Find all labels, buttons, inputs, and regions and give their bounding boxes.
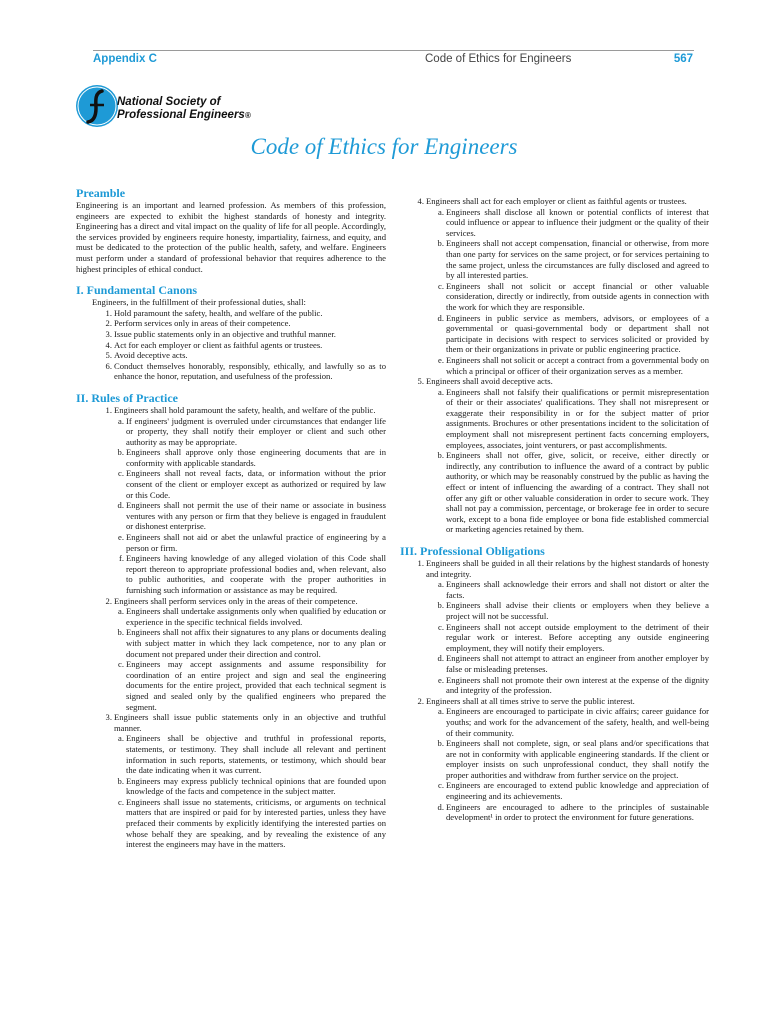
rule-text: Engineers shall issue public statements only in an objective and truthful manner. bbox=[114, 712, 386, 733]
rule-subitem bbox=[400, 450, 709, 535]
obligation-subitem bbox=[400, 579, 709, 600]
subitem-letter: b. bbox=[437, 238, 444, 249]
rule-subitem bbox=[400, 207, 709, 239]
subitem-letter: e. bbox=[438, 354, 444, 365]
subitem-text: Engineers in public service as members, advisors, or employees of a governmental or quasi-governmental body or department shall not participate in decisions with respect to services solicited or provided by them or their organizations in private or public engineering practice. bbox=[446, 312, 709, 355]
subitem-text: Engineers shall not aid or abet the unlawful practice of engineering by a person or firm. bbox=[126, 532, 386, 553]
nspe-logo-icon bbox=[74, 83, 120, 129]
rule-subitem bbox=[76, 553, 386, 595]
subitem-letter: a. bbox=[438, 579, 444, 590]
subitem-letter: d. bbox=[117, 500, 124, 511]
canon-item bbox=[76, 308, 386, 319]
rule-subitem bbox=[400, 387, 709, 451]
obligation-subitem bbox=[400, 780, 709, 801]
obligation-subitem bbox=[400, 706, 709, 738]
left-column bbox=[76, 186, 386, 850]
subitem-letter: a. bbox=[118, 733, 124, 744]
rule-subitem bbox=[76, 500, 386, 532]
canon-text: Perform services only in areas of their competence. bbox=[114, 318, 291, 329]
subitem-letter: b. bbox=[117, 775, 124, 786]
subitem-text: Engineers shall disclose all known or potential conflicts of interest that could influence or appear to influence their judgment or the quality of their services. bbox=[446, 206, 709, 238]
obligations-heading: III. Professional Obligations bbox=[400, 544, 545, 558]
canon-number: 6. bbox=[105, 360, 112, 371]
rule-item bbox=[76, 405, 386, 416]
rule-text: Engineers shall avoid deceptive acts. bbox=[426, 376, 553, 387]
canon-text: Act for each employer or client as faithful agents or trustees. bbox=[114, 339, 323, 350]
canon-item bbox=[76, 318, 386, 329]
rule-item bbox=[76, 712, 386, 733]
rule-item bbox=[400, 196, 709, 207]
subitem-text: Engineers shall advise their clients or employers when they believe a project will not be successful. bbox=[446, 600, 709, 621]
rule-subitem bbox=[400, 355, 709, 376]
rule-subitem bbox=[400, 281, 709, 313]
rule-item bbox=[76, 596, 386, 607]
canon-number: 1. bbox=[105, 307, 112, 318]
registered-mark: ® bbox=[244, 111, 251, 120]
canon-number: 5. bbox=[105, 350, 112, 361]
obligation-subitem bbox=[400, 802, 709, 823]
subitem-text: Engineers shall not attempt to attract an engineer from another employer by false or misleading pretenses. bbox=[446, 653, 709, 674]
subitem-text: Engineers shall not solicit or accept financial or other valuable consideration, directly or indirectly, from outside agents in connection with the work for which they are responsible. bbox=[446, 280, 709, 312]
subitem-letter: d. bbox=[437, 801, 444, 812]
rule-subitem bbox=[76, 468, 386, 500]
rule-subitem bbox=[400, 238, 709, 280]
rule-subitem bbox=[76, 776, 386, 797]
obligation-subitem bbox=[400, 675, 709, 696]
subitem-text: Engineers shall undertake assignments only when qualified by education or experience in the specific technical fields involved. bbox=[126, 606, 386, 627]
rule-subitem bbox=[76, 532, 386, 553]
subitem-text: If engineers' judgment is overruled under circumstances that endanger life or property, they shall notify their employer or client and such other authority as may be appropriate. bbox=[126, 415, 386, 447]
rule-number: 5. bbox=[417, 376, 424, 387]
subitem-letter: f. bbox=[118, 553, 124, 564]
logo-line-2 bbox=[117, 109, 251, 122]
subitem-letter: a. bbox=[438, 386, 444, 397]
subitem-letter: d. bbox=[437, 653, 444, 664]
subitem-text: Engineers are encouraged to extend public knowledge and appreciation of engineering and its achievements. bbox=[446, 780, 709, 802]
obligation-number: 1. bbox=[417, 558, 424, 568]
rule-subitem bbox=[76, 606, 386, 627]
rule-subitem bbox=[76, 416, 386, 448]
subitem-text: Engineers shall approve only those engineering documents that are in conformity with applicable standards. bbox=[126, 447, 386, 468]
canon-item bbox=[76, 340, 386, 351]
rule-text: Engineers shall perform services only in the areas of their competence. bbox=[114, 595, 358, 606]
rule-subitem bbox=[76, 659, 386, 712]
subitem-text: Engineers shall not reveal facts, data, or information without the prior consent of the client or employer except as authorized or required by law or this Code. bbox=[126, 468, 386, 500]
subitem-letter: c. bbox=[118, 468, 124, 479]
rule-number: 2. bbox=[105, 595, 112, 606]
obligation-text: Engineers shall at all times strive to serve the public interest. bbox=[426, 695, 635, 706]
subitem-text: Engineers shall not offer, give, solicit, or receive, either directly or indirectly, any contribution to influence the award of a contract by public authority, or which may be reasonably construed by the public as having the effect or intent of influencing the awarding of a contract. They shall not offer any gift or other valuable consideration in order to secure work. They shall not pay a commission, percentage, or brokerage fee in order to secure work, except to a bona fide employee or bona fide established commercial or marketing agencies retained by them. bbox=[446, 450, 709, 535]
subitem-letter: c. bbox=[118, 796, 124, 807]
logo-line-1: National Society of bbox=[117, 96, 221, 108]
logo-line-2-text: Professional Engineers bbox=[117, 109, 245, 121]
nspe-logo-text bbox=[117, 96, 251, 122]
canons-intro: Engineers, in the fulfillment of their professional duties, shall: bbox=[92, 297, 306, 308]
subitem-text: Engineers shall issue no statements, criticisms, or arguments on technical matters that are inspired or paid for by interested parties, unless they have prefaced their comments by explicitly identifying the interested parties on whose behalf they are speaking, and by revealing the existence of any interest the engineers may have in the matters. bbox=[126, 796, 386, 850]
obligation-text: Engineers shall be guided in all their relations by the highest standards of honesty and integrity. bbox=[426, 558, 709, 579]
rule-text: Engineers shall hold paramount the safety, health, and welfare of the public. bbox=[114, 404, 376, 415]
subitem-letter: b. bbox=[437, 738, 444, 749]
canon-number: 4. bbox=[105, 339, 112, 350]
canon-text: Hold paramount the safety, health, and welfare of the public. bbox=[114, 307, 323, 318]
rule-number: 3. bbox=[105, 712, 112, 723]
canon-text: Conduct themselves honorably, responsibly, ethically, and lawfully so as to enhance the honor, reputation, and usefulness of the profession. bbox=[114, 360, 386, 382]
subitem-text: Engineers shall not accept compensation, financial or otherwise, from more than one party for services on the same project, or for services pertaining to the same project, unless the circumstances are fully disclosed and agreed to by all interested parties. bbox=[446, 238, 709, 281]
subitem-text: Engineers may accept assignments and assume responsibility for coordination of an entire project and sign and seal the engineering documents for the entire project, provided that each technical segment is signed and sealed only by the qualified engineers who prepared the segment. bbox=[126, 659, 386, 712]
canon-item bbox=[76, 329, 386, 340]
obligation-number: 2. bbox=[417, 695, 424, 706]
subitem-text: Engineers shall not accept outside employment to the detriment of their regular work or interest. Before accepting any outside engineering employment, they will notify their employers. bbox=[446, 621, 709, 653]
page-number: 567 bbox=[673, 53, 693, 65]
obligation-subitem bbox=[400, 622, 709, 654]
rules-heading: II. Rules of Practice bbox=[76, 390, 178, 405]
canon-number: 2. bbox=[105, 318, 112, 329]
subitem-letter: e. bbox=[438, 674, 444, 685]
canon-text: Issue public statements only in an objective and truthful manner. bbox=[114, 328, 336, 339]
rule-text: Engineers shall act for each employer or client as faithful agents or trustees. bbox=[426, 196, 687, 206]
subitem-letter: e. bbox=[118, 532, 124, 543]
obligation-subitem bbox=[400, 600, 709, 621]
subitem-text: Engineers shall not complete, sign, or seal plans and/or specifications that are not in conformity with applicable engineering standards. If the client or employer insists on such unprofessional conduct, they shall notify the proper authorities and withdraw from further service on the project. bbox=[446, 738, 709, 780]
subitem-text: Engineers shall not falsify their qualifications or permit misrepresentation of their or their associates' qualifications. They shall not misrepresent or exaggerate their responsibility in or for the subject matter of prior assignments. Brochures or other presentations incident to the solicitation of employment shall not misrepresent pertinent facts concerning employers, employees, associates, joint venturers, or past accomplishments. bbox=[446, 386, 709, 450]
subitem-letter: a. bbox=[118, 606, 124, 617]
subitem-letter: b. bbox=[437, 600, 444, 611]
preamble-text: Engineering is an important and learned profession. As members of this profession, engineers are expected to exhibit the highest standards of honesty and integrity. Engineering has a direct and vital impact on the quality of life for all people. Accordingly, the services provided by engineers require honesty, impartiality, fairness, and equity, and must be dedicated to the protection of the public health, safety, and welfare. Engineers must perform under a standard of professional behavior that requires adherence to the highest principles of ethical conduct. bbox=[76, 200, 386, 274]
subitem-text: Engineers shall not affix their signatures to any plans or documents dealing with subject matter in which they lack competence, nor to any plan or document not prepared under their direction and control. bbox=[126, 627, 386, 659]
rule-subitem bbox=[76, 447, 386, 468]
subitem-letter: b. bbox=[437, 450, 444, 461]
obligation-item bbox=[400, 696, 709, 707]
subitem-letter: c. bbox=[438, 780, 444, 791]
canon-text: Avoid deceptive acts. bbox=[114, 350, 188, 361]
subitem-letter: b. bbox=[117, 447, 124, 458]
right-column bbox=[400, 196, 709, 823]
subitem-letter: a. bbox=[438, 206, 444, 217]
canons-heading: I. Fundamental Canons bbox=[76, 283, 198, 298]
subitem-letter: a. bbox=[438, 706, 444, 717]
rule-subitem bbox=[76, 627, 386, 659]
page-title: Code of Ethics for Engineers bbox=[250, 134, 518, 159]
subitem-letter: d. bbox=[437, 312, 444, 323]
subitem-text: Engineers shall be objective and truthful in professional reports, statements, or testimony. They shall include all relevant and pertinent information in such reports, statements, or testimony, which should bear the date indicating when it was current. bbox=[126, 733, 386, 776]
subitem-text: Engineers shall not permit the use of their name or associate in business ventures with any person or firm that they believe is engaged in fraudulent or dishonest enterprise. bbox=[126, 500, 386, 532]
obligation-subitem bbox=[400, 653, 709, 674]
rule-subitem bbox=[76, 733, 386, 775]
subitem-text: Engineers shall not solicit or accept a contract from a governmental body on which a principal or officer of their organization serves as a member. bbox=[446, 354, 709, 376]
subitem-text: Engineers shall acknowledge their errors and shall not distort or alter the facts. bbox=[446, 579, 709, 600]
subitem-text: Engineers having knowledge of any alleged violation of this Code shall report thereon to appropriate professional bodies and, when relevant, also to public authorities, and cooperate with the proper authorities in furnishing such information or assistance as may be required. bbox=[126, 553, 386, 595]
rule-subitem bbox=[76, 797, 386, 850]
subitem-text: Engineers are encouraged to adhere to the principles of sustainable development¹ in order to protect the environment for future generations. bbox=[446, 801, 709, 823]
canon-number: 3. bbox=[105, 328, 112, 339]
header-rule bbox=[93, 50, 694, 51]
running-head-title: Code of Ethics for Engineers bbox=[425, 53, 572, 65]
canon-item bbox=[76, 350, 386, 361]
subitem-text: Engineers are encouraged to participate in civic affairs; career guidance for youths; and work for the advancement of the safety, health, and well-being of their community. bbox=[446, 706, 709, 738]
rule-number: 4. bbox=[417, 196, 424, 206]
rule-number: 1. bbox=[105, 404, 112, 415]
obligation-item bbox=[400, 558, 709, 579]
rule-subitem bbox=[400, 313, 709, 355]
subitem-letter: b. bbox=[117, 627, 124, 638]
subitem-letter: c. bbox=[438, 280, 444, 291]
obligation-subitem bbox=[400, 738, 709, 780]
subitem-text: Engineers may express publicly technical opinions that are founded upon knowledge of the facts and competence in the subject matter. bbox=[126, 775, 386, 797]
subitem-text: Engineers shall not promote their own interest at the expense of the dignity and integrity of the profession. bbox=[446, 674, 709, 696]
subitem-letter: c. bbox=[118, 659, 124, 670]
rule-item bbox=[400, 376, 709, 387]
canon-item bbox=[76, 361, 386, 382]
subitem-letter: c. bbox=[438, 621, 444, 632]
running-head-left: Appendix C bbox=[93, 53, 157, 65]
preamble-heading: Preamble bbox=[76, 186, 126, 200]
subitem-letter: a. bbox=[118, 415, 124, 426]
